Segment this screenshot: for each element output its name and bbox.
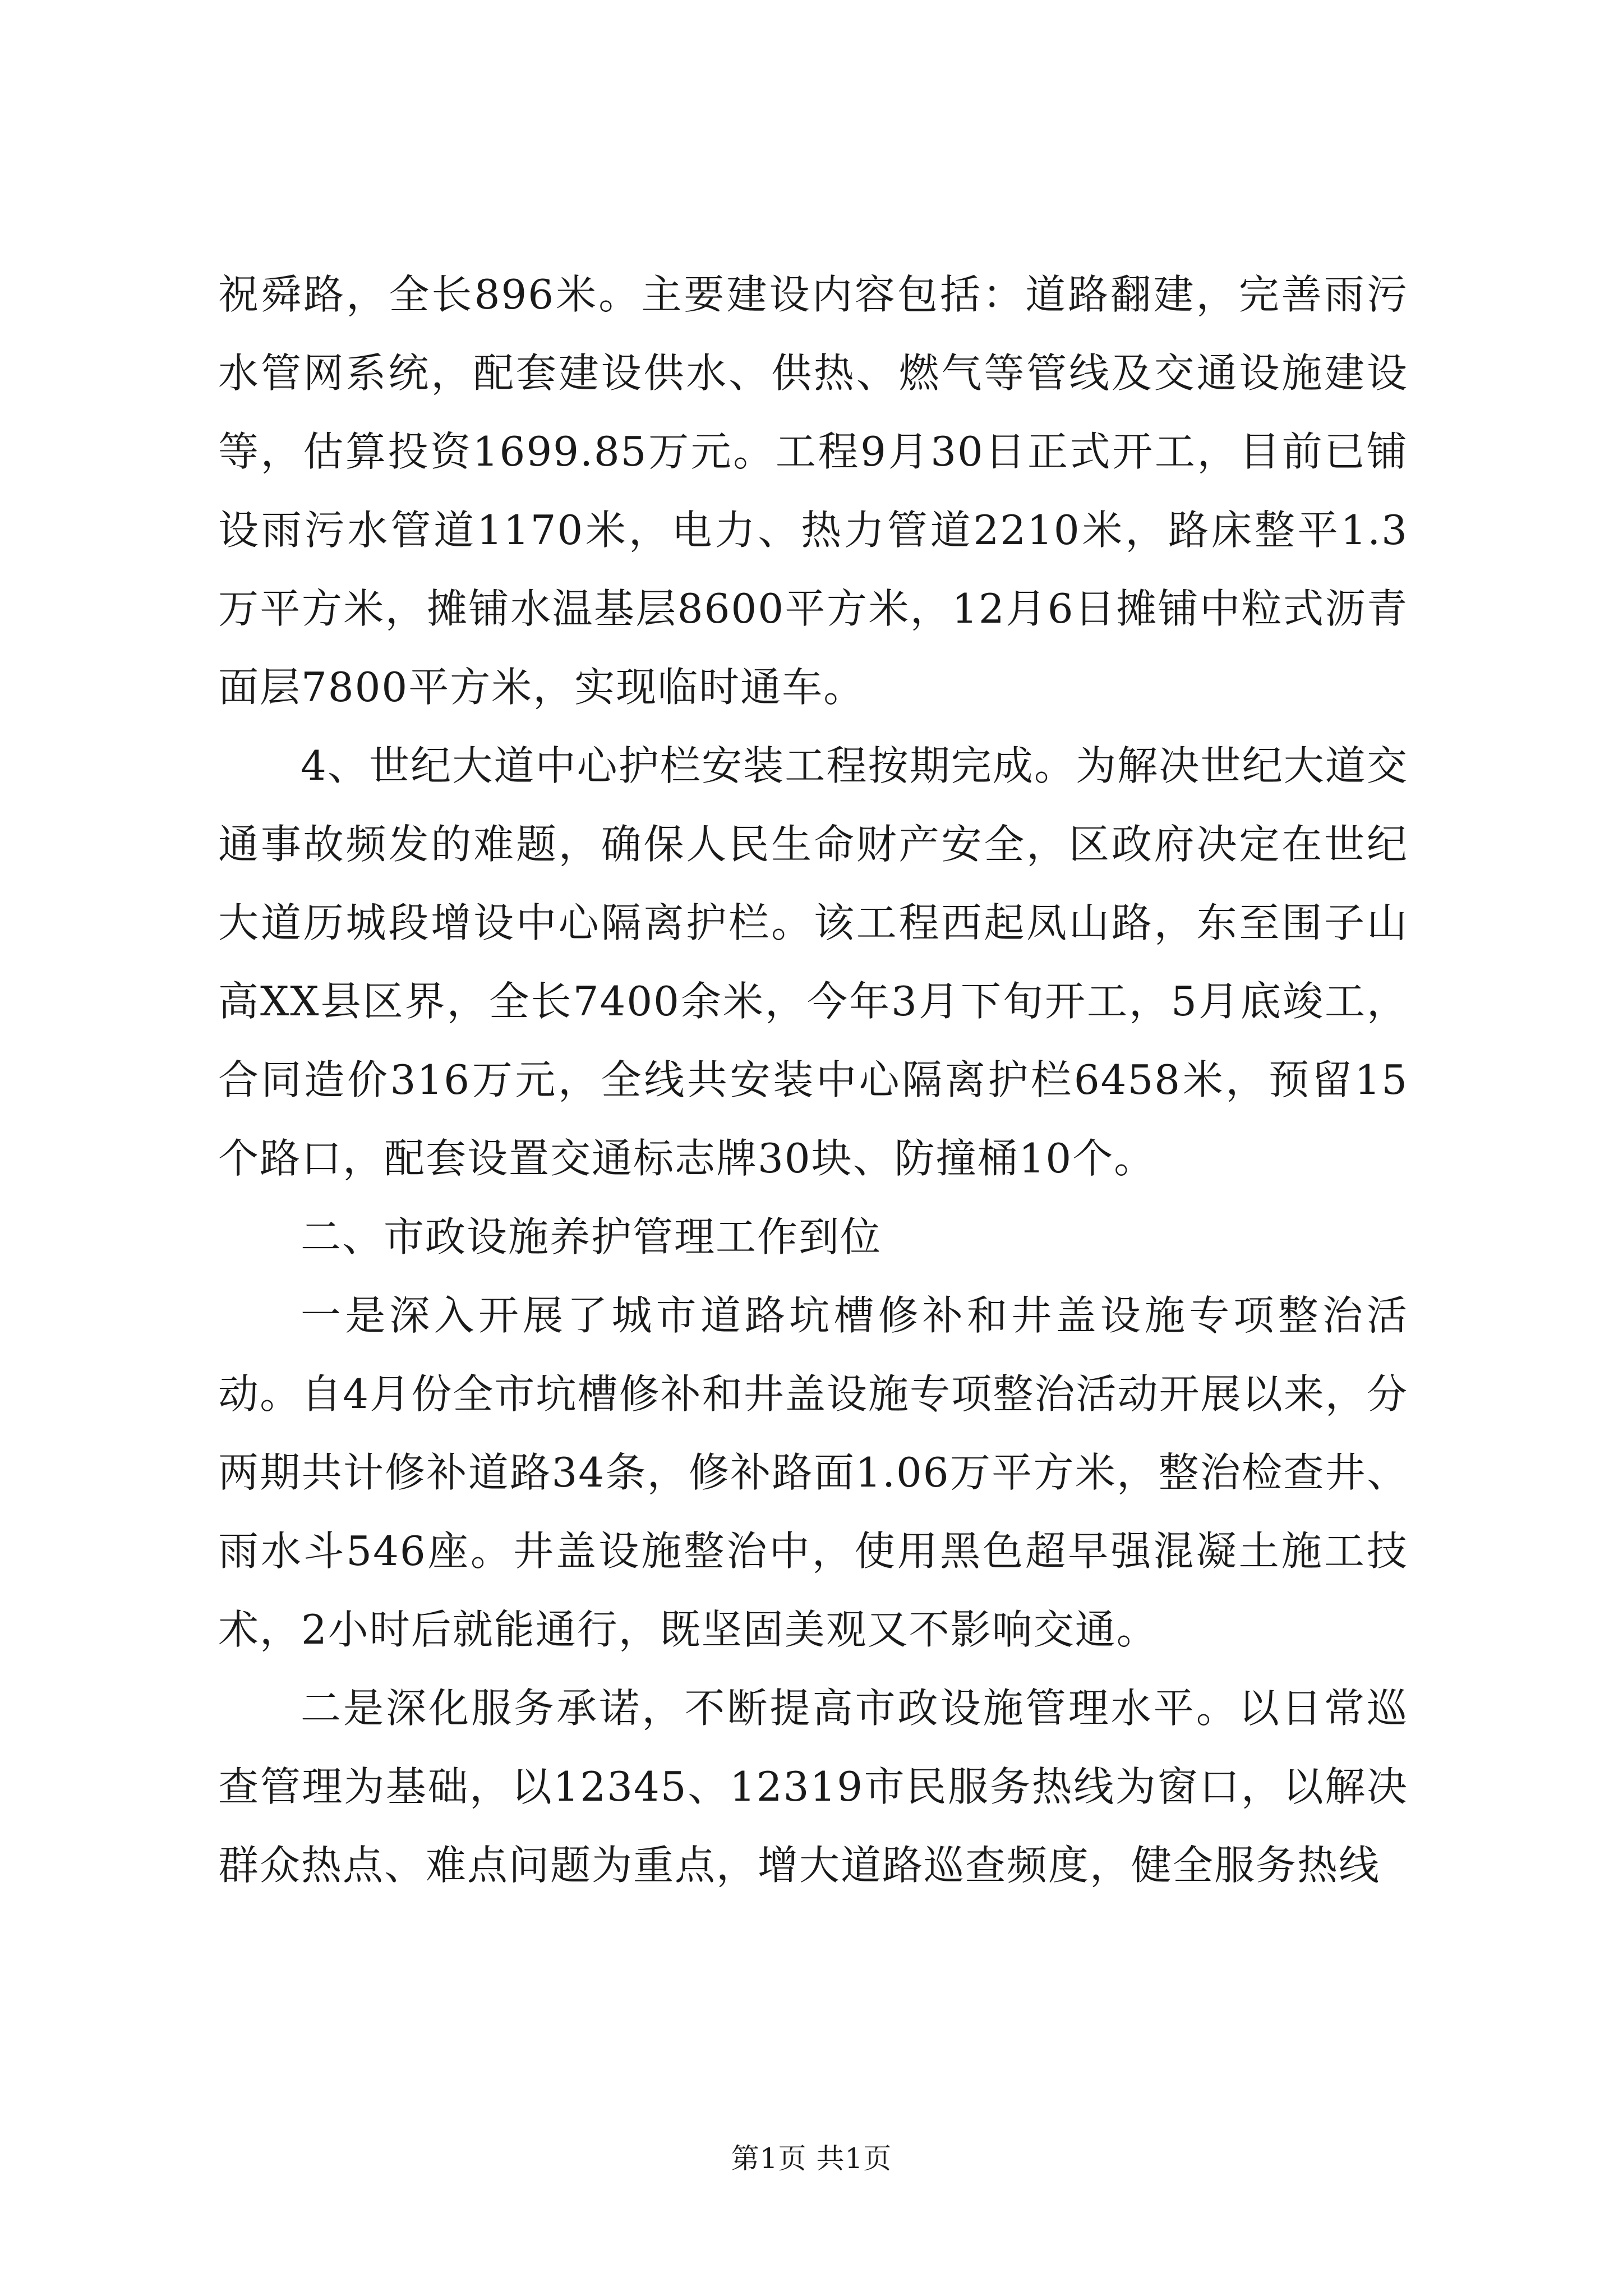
document-body bbox=[218, 255, 1408, 1904]
page-number-footer: 第1页 共1页 bbox=[731, 2142, 892, 2175]
section-heading-maintenance: 二、市政设施养护管理工作到位 bbox=[301, 1213, 882, 1260]
paragraph-service-commitment: 二是深化服务承诺，不断提高市政设施管理水平。以日常巡查管理为基础，以12345、12319市民服务热线为窗口，以解决群众热点、难点问题为重点，增大道路巡查频度，健全服务热线 bbox=[218, 1685, 1408, 1889]
paragraph-road-project-continuation: 祝舜路，全长896米。主要建设内容包括：道路翻建，完善雨污水管网系统，配套建设供水、供热、燃气等管线及交通设施建设等，估算投资1699.85万元。工程9月30日正式开工，目前已铺设雨污水管道1170米，电力、热力管道2210米，路床整平1.3万平方米，摊铺水温基层8600平方米，12月6日摊铺中粒式沥青面层7800平方米，实现临时通车。 bbox=[218, 271, 1408, 711]
paragraph-pothole-repair: 一是深入开展了城市道路坑槽修补和井盖设施专项整治活动。自4月份全市坑槽修补和井盖设施专项整治活动开展以来，分两期共计修补道路34条，修补路面1.06万平方米，整治检查井、雨水斗546座。井盖设施整治中，使用黑色超早强混凝土施工技术，2小时后就能通行，既坚固美观又不影响交通。 bbox=[218, 1292, 1408, 1653]
paragraph-guardrail-project: 4、世纪大道中心护栏安装工程按期完成。为解决世纪大道交通事故频发的难题，确保人民生命财产安全，区政府决定在世纪大道历城段增设中心隔离护栏。该工程西起凤山路，东至围子山高XX县区界，全长7400余米，今年3月下旬开工，5月底竣工，合同造价316万元，全线共安装中心隔离护栏6458米，预留15个路口，配套设置交通标志牌30块、防撞桶10个。 bbox=[218, 742, 1408, 1182]
